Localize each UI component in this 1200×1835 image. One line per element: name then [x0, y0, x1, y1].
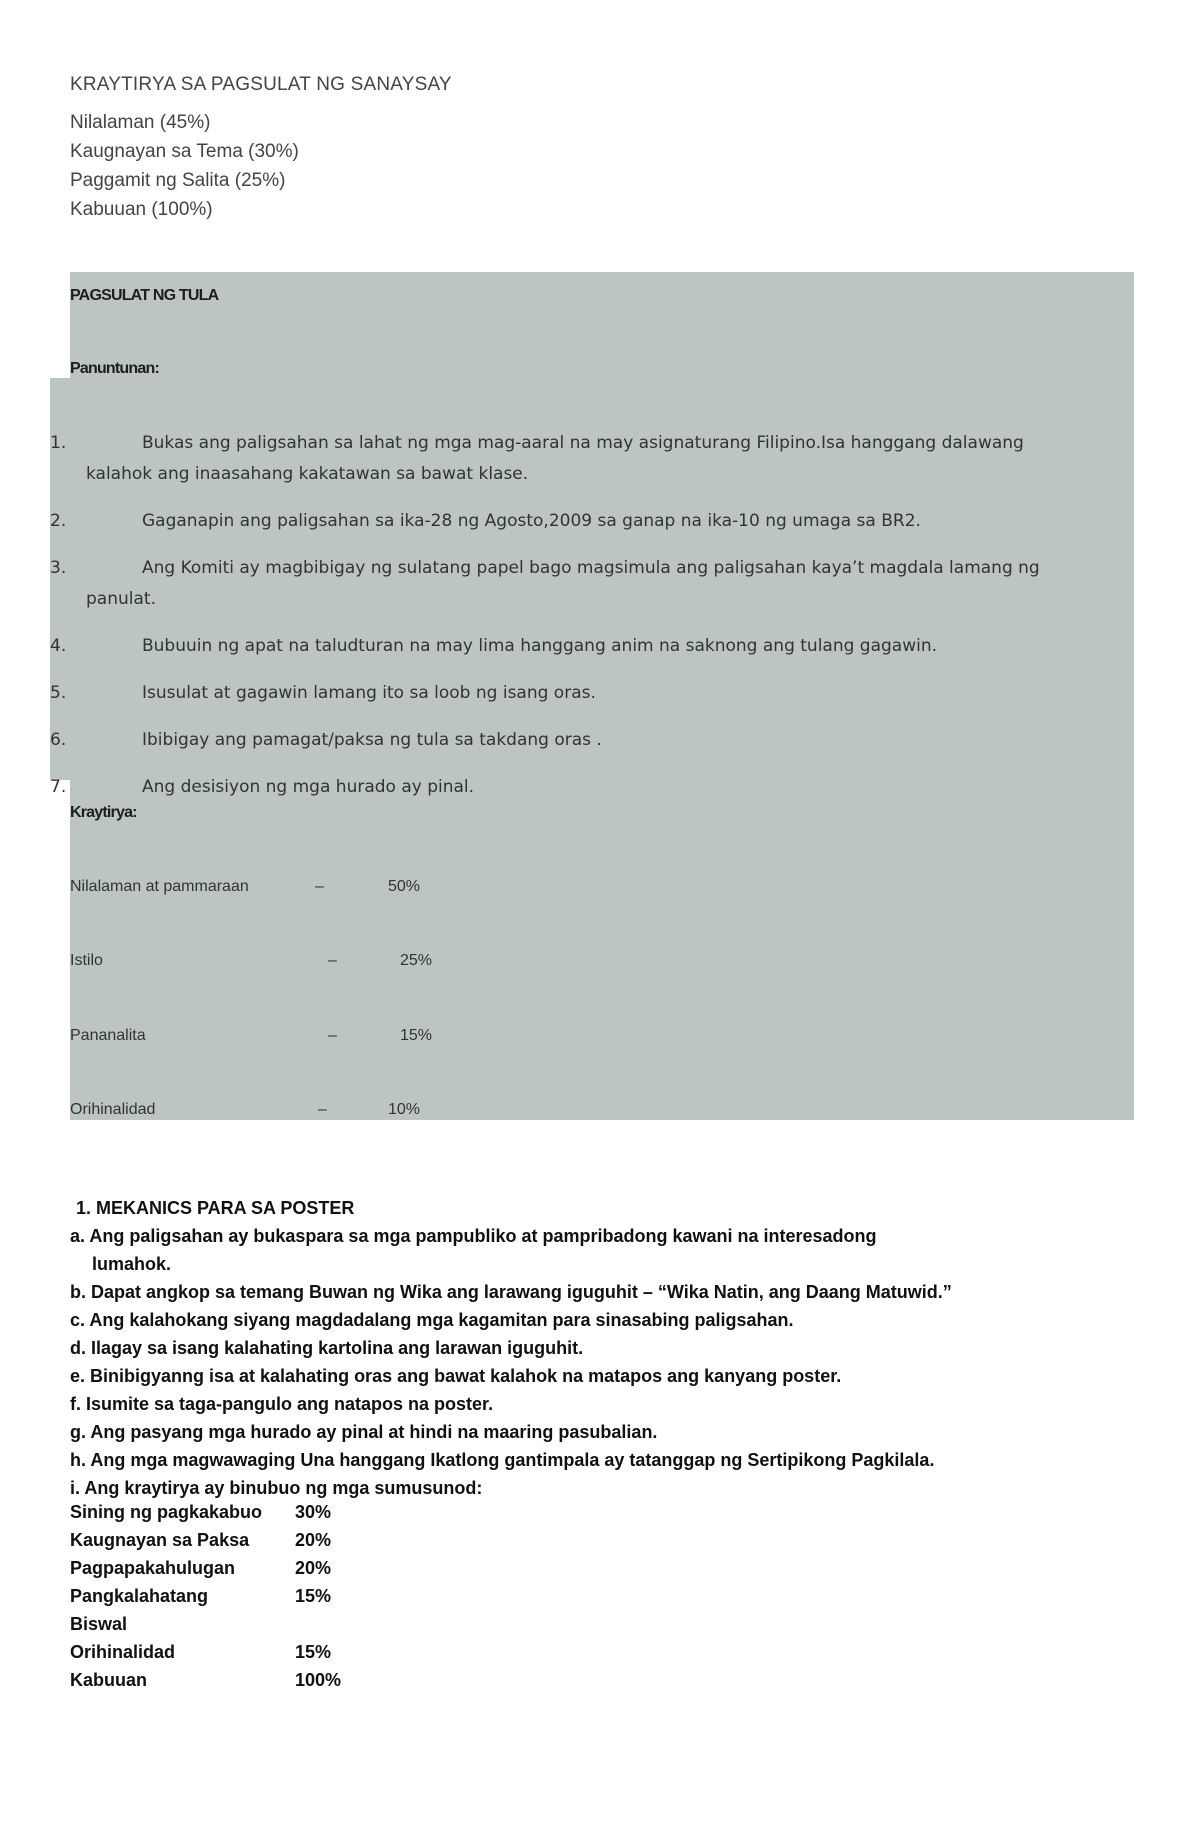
poster-criteria-value: 100%: [295, 1670, 342, 1690]
criteria-dash: –: [315, 878, 324, 895]
rule-number: 5.: [50, 683, 67, 703]
rule-text-continuation: kalahok ang inaasahang kakatawan sa bawat klase.: [86, 464, 529, 484]
table-row: [70, 1614, 390, 1642]
criteria-value: 10%: [388, 1101, 421, 1118]
list-item: [50, 772, 1130, 803]
list-item: [50, 725, 1130, 756]
criteria-value: 25%: [400, 952, 433, 969]
criteria-label: Nilalaman at pammaraan: [70, 878, 249, 895]
table-row: [70, 1642, 390, 1670]
criteria-dash: –: [328, 952, 337, 969]
table-row: [70, 1530, 390, 1558]
rule-number: 7.: [50, 777, 67, 797]
sanaysay-section: [70, 74, 452, 224]
poster-criteria-value: 30%: [295, 1502, 332, 1522]
sanaysay-item: Kaugnayan sa Tema (30%): [70, 141, 299, 162]
panuntunan-label: Panuntunan:: [70, 360, 159, 377]
table-row: [70, 1558, 390, 1586]
list-item: [50, 553, 1130, 615]
poster-criteria-table: [70, 1502, 390, 1698]
criteria-value: 50%: [388, 878, 421, 895]
poster-criteria-value: 20%: [295, 1530, 332, 1550]
criteria-label: Orihinalidad: [70, 1101, 156, 1118]
poster-criteria-label: Kabuuan: [70, 1670, 148, 1690]
kraytirya-label: Kraytirya:: [70, 804, 137, 821]
poster-criteria-value: 15%: [295, 1586, 332, 1606]
poster-criteria-label: Pangkalahatang: [70, 1586, 209, 1606]
criteria-label: Pananalita: [70, 1027, 146, 1044]
poster-title: 1. MEKANICS PARA SA POSTER: [76, 1198, 355, 1218]
table-row: [70, 1670, 390, 1698]
criteria-dash: –: [328, 1027, 337, 1044]
poster-criteria-label: Kaugnayan sa Paksa: [70, 1530, 250, 1550]
sanaysay-title: KRAYTIRYA SA PAGSULAT NG SANAYSAY: [70, 74, 452, 95]
criteria-dash: –: [318, 1101, 327, 1118]
rule-text: Bubuuin ng apat na taludturan na may lima hanggang anim na saknong ang tulang gagawin.: [142, 636, 938, 656]
list-item: [50, 506, 1130, 537]
poster-criteria-label: Sining ng pagkakabuo: [70, 1502, 263, 1522]
poster-line: lumahok.: [92, 1254, 172, 1274]
rule-text: Gaganapin ang paligsahan sa ika-28 ng Agosto,2009 sa ganap na ika-10 ng umaga sa BR2.: [142, 511, 921, 531]
poster-section: [70, 1194, 952, 1698]
criteria-value: 15%: [400, 1027, 433, 1044]
rule-text: Ang Komiti ay magbibigay ng sulatang papel bago magsimula ang paligsahan kaya’t magdala lamang ng: [142, 558, 1040, 578]
tula-title: PAGSULAT NG TULA: [70, 287, 219, 304]
rule-number: 2.: [50, 511, 67, 531]
rule-number: 1.: [50, 433, 67, 453]
poster-criteria-label: Pagpapakahulugan: [70, 1558, 236, 1578]
poster-line: b. Dapat angkop sa temang Buwan ng Wika ang larawang iguguhit – “Wika Natin, ang Daang Matuwid.”: [70, 1282, 952, 1302]
sanaysay-item: Kabuuan (100%): [70, 199, 213, 220]
poster-criteria-label: Biswal: [70, 1614, 128, 1634]
poster-line: e. Binibigyanng isa at kalahating oras ang bawat kalahok na matapos ang kanyang poster.: [70, 1366, 842, 1386]
table-row: [70, 1586, 390, 1614]
table-row: [70, 1502, 390, 1530]
list-item: [50, 631, 1130, 662]
rule-text: Ibibigay ang pamagat/paksa ng tula sa takdang oras .: [142, 730, 602, 750]
poster-line: f. Isumite sa taga-pangulo ang natapos na poster.: [70, 1394, 494, 1414]
rule-text: Ang desisiyon ng mga hurado ay pinal.: [142, 777, 475, 797]
rule-text: Isusulat at gagawin lamang ito sa loob ng isang oras.: [142, 683, 596, 703]
criteria-label: Istilo: [70, 952, 103, 969]
poster-line: a. Ang paligsahan ay bukaspara sa mga pampubliko at pampribadong kawani na interesadong: [70, 1226, 877, 1246]
list-item: [50, 678, 1130, 709]
poster-line: h. Ang mga magwawaging Una hanggang Ikatlong gantimpala ay tatanggap ng Sertipikong Pagkilala.: [70, 1450, 935, 1470]
poster-criteria-value: 15%: [295, 1642, 332, 1662]
rule-number: 4.: [50, 636, 67, 656]
rule-number: 3.: [50, 558, 67, 578]
sanaysay-item: Nilalaman (45%): [70, 112, 211, 133]
poster-criteria-label: Orihinalidad: [70, 1642, 176, 1662]
rule-number: 6.: [50, 730, 67, 750]
poster-line: d. Ilagay sa isang kalahating kartolina ang larawan iguguhit.: [70, 1338, 584, 1358]
list-item: [50, 428, 1130, 490]
poster-line: g. Ang pasyang mga hurado ay pinal at hindi na maaring pasubalian.: [70, 1422, 658, 1442]
poster-criteria-value: 20%: [295, 1558, 332, 1578]
tula-rules-list: [50, 428, 1130, 819]
rule-text-continuation: panulat.: [86, 589, 156, 609]
poster-line: i. Ang kraytirya ay binubuo ng mga sumusunod:: [70, 1478, 483, 1498]
poster-line: c. Ang kalahokang siyang magdadalang mga kagamitan para sinasabing paligsahan.: [70, 1310, 794, 1330]
rule-text: Bukas ang paligsahan sa lahat ng mga mag-aaral na may asignaturang Filipino.Isa hanggang dalawang: [142, 433, 1024, 453]
sanaysay-item: Paggamit ng Salita (25%): [70, 170, 286, 191]
